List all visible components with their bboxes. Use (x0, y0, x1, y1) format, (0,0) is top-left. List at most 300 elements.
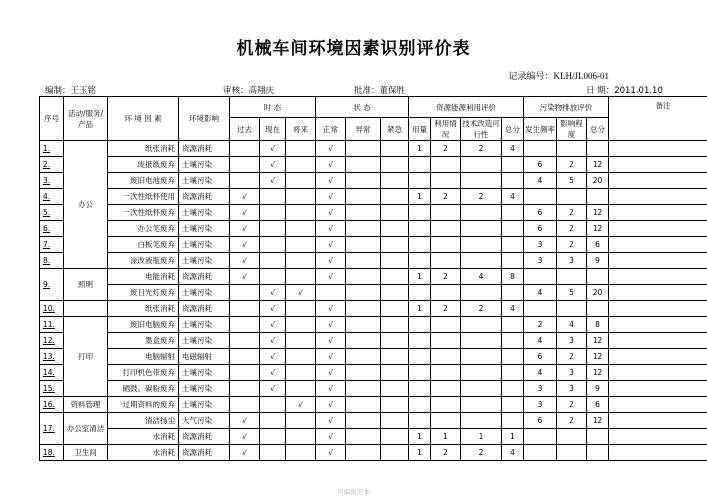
table-row (40, 445, 707, 461)
page-title: 机械车间环境因素识别评价表 (236, 39, 471, 59)
row-tense-now: √ (260, 381, 286, 397)
row-res-total (502, 349, 524, 365)
row-impact: 大气污染 (179, 413, 230, 429)
row-tense-now: √ (260, 333, 286, 349)
row-res-total (502, 365, 524, 381)
row-res-usage: 2 (431, 189, 461, 205)
row-pol-freq (524, 269, 557, 285)
row-pol-freq: 4 (524, 365, 557, 381)
row-res-usage (431, 365, 461, 381)
row-pol-degree (557, 269, 587, 285)
row-pol-total (587, 429, 609, 445)
row-state-abnormal (346, 397, 381, 413)
row-state-abnormal (346, 349, 381, 365)
row-pol-freq: 6 (524, 157, 557, 173)
row-tense-future (286, 173, 316, 189)
row-factor: 电脑辐射 (108, 349, 179, 365)
row-tense-future: √ (286, 285, 316, 301)
row-res-amount (409, 317, 431, 333)
row-tense-past: √ (230, 269, 260, 285)
row-res-tech: 2 (461, 301, 502, 317)
row-tense-now: √ (260, 365, 286, 381)
table-row (40, 269, 707, 285)
row-tense-now: √ (260, 285, 286, 301)
row-seq: 18. (40, 445, 64, 461)
row-state-abnormal (346, 157, 381, 173)
row-res-total (502, 205, 524, 221)
row-state-emergency (381, 237, 409, 253)
row-tense-now: √ (260, 141, 286, 157)
row-remark (609, 349, 707, 365)
row-seq: 10. (40, 301, 64, 317)
row-impact: 资源消耗 (179, 301, 230, 317)
row-pol-freq (524, 141, 557, 157)
row-remark (609, 221, 707, 237)
row-pol-degree: 4 (557, 317, 587, 333)
row-state-emergency (381, 445, 409, 461)
table-row (40, 429, 707, 445)
row-tense-future (286, 205, 316, 221)
row-impact: 土壤污染 (179, 333, 230, 349)
row-tense-past (230, 173, 260, 189)
row-res-tech: 2 (461, 141, 502, 157)
row-pol-freq: 4 (524, 173, 557, 189)
row-seq: 8. (40, 253, 64, 269)
row-tense-now (260, 429, 286, 445)
row-res-usage: 2 (431, 141, 461, 157)
row-factor: 废日光灯废弃 (108, 285, 179, 301)
row-state-normal: √ (316, 317, 346, 333)
row-res-tech (461, 285, 502, 301)
row-res-total (502, 173, 524, 189)
header-state-normal: 正常 (316, 118, 346, 141)
row-pol-total: 12 (587, 333, 609, 349)
row-seq: 17. (40, 413, 64, 445)
row-tense-future (286, 413, 316, 429)
row-pol-freq (524, 189, 557, 205)
row-res-total: 4 (502, 189, 524, 205)
table-row (40, 237, 707, 253)
row-tense-past: √ (230, 429, 260, 445)
row-tense-future (286, 253, 316, 269)
row-state-emergency (381, 365, 409, 381)
row-tense-now (260, 237, 286, 253)
row-tense-past (230, 397, 260, 413)
header-state: 状 态 (316, 97, 409, 118)
row-state-abnormal (346, 429, 381, 445)
row-pol-freq (524, 301, 557, 317)
row-res-total (502, 221, 524, 237)
row-res-amount (409, 349, 431, 365)
row-seq: 13. (40, 349, 64, 365)
prepared-by: 编制：王玉铭 (45, 86, 97, 96)
header-state-abnormal: 异常 (346, 118, 381, 141)
row-remark (609, 365, 707, 381)
row-res-amount: 1 (409, 429, 431, 445)
row-res-usage: 2 (431, 445, 461, 461)
table-row (40, 397, 707, 413)
row-tense-future (286, 365, 316, 381)
row-state-abnormal (346, 285, 381, 301)
row-pol-degree: 2 (557, 221, 587, 237)
row-state-normal: √ (316, 349, 346, 365)
row-pol-degree: 2 (557, 397, 587, 413)
row-res-amount (409, 253, 431, 269)
row-impact: 土壤污染 (179, 397, 230, 413)
row-state-emergency (381, 349, 409, 365)
row-tense-past (230, 285, 260, 301)
row-factor: 清洁扬尘 (108, 413, 179, 429)
row-impact: 土壤污染 (179, 237, 230, 253)
row-pol-total: 20 (587, 173, 609, 189)
row-res-tech (461, 365, 502, 381)
row-pol-total (587, 301, 609, 317)
row-tense-past: √ (230, 253, 260, 269)
row-pol-degree (557, 189, 587, 205)
row-pol-total: 8 (587, 317, 609, 333)
row-remark (609, 189, 707, 205)
row-tense-future (286, 333, 316, 349)
row-factor: 废报纸废弃 (108, 157, 179, 173)
row-impact: 土壤污染 (179, 365, 230, 381)
row-factor: 过期资料的废弃 (108, 397, 179, 413)
row-remark (609, 285, 707, 301)
row-state-abnormal (346, 141, 381, 157)
row-res-tech (461, 333, 502, 349)
row-state-emergency (381, 221, 409, 237)
row-pol-freq: 2 (524, 317, 557, 333)
row-factor: 墨盒废弃 (108, 333, 179, 349)
row-res-usage (431, 317, 461, 333)
row-state-emergency (381, 333, 409, 349)
row-remark (609, 157, 707, 173)
row-res-amount: 1 (409, 445, 431, 461)
row-tense-now (260, 445, 286, 461)
row-activity: 卫生间 (64, 445, 108, 461)
row-pol-freq: 3 (524, 237, 557, 253)
row-pol-degree: 2 (557, 349, 587, 365)
row-factor: 打印机色带废弃 (108, 365, 179, 381)
row-state-normal: √ (316, 221, 346, 237)
row-pol-degree: 2 (557, 413, 587, 429)
row-pol-freq: 6 (524, 413, 557, 429)
table-row (40, 285, 707, 301)
row-state-normal: √ (316, 445, 346, 461)
row-tense-now: √ (260, 301, 286, 317)
row-factor: 硒鼓、碳粉废弃 (108, 381, 179, 397)
row-remark (609, 253, 707, 269)
row-pol-freq: 3 (524, 381, 557, 397)
row-state-abnormal (346, 237, 381, 253)
row-state-emergency (381, 413, 409, 429)
row-tense-future (286, 157, 316, 173)
header-activity: 活动/服务/产品 (64, 97, 108, 141)
row-tense-past (230, 157, 260, 173)
row-impact: 土壤污染 (179, 157, 230, 173)
row-remark (609, 429, 707, 445)
row-tense-past: √ (230, 237, 260, 253)
row-pol-total (587, 269, 609, 285)
row-impact: 资源消耗 (179, 189, 230, 205)
evaluation-table (39, 96, 707, 461)
row-pol-total: 12 (587, 157, 609, 173)
table-row (40, 221, 707, 237)
table-body (40, 141, 707, 461)
row-res-usage (431, 173, 461, 189)
row-pol-freq (524, 429, 557, 445)
row-state-abnormal (346, 413, 381, 429)
row-remark (609, 317, 707, 333)
row-res-total (502, 253, 524, 269)
row-res-usage: 2 (431, 301, 461, 317)
row-res-amount: 1 (409, 189, 431, 205)
row-pol-total (587, 189, 609, 205)
row-pol-degree (557, 429, 587, 445)
row-remark (609, 237, 707, 253)
row-res-total (502, 397, 524, 413)
row-res-amount (409, 237, 431, 253)
row-state-emergency (381, 397, 409, 413)
row-tense-future (286, 269, 316, 285)
row-activity (64, 301, 108, 317)
row-pol-total: 20 (587, 285, 609, 301)
row-seq: 1. (40, 141, 64, 157)
row-res-usage (431, 205, 461, 221)
row-impact: 电磁辐射 (179, 349, 230, 365)
row-tense-past (230, 349, 260, 365)
row-res-tech: 2 (461, 189, 502, 205)
row-res-amount: 1 (409, 141, 431, 157)
row-tense-now (260, 413, 286, 429)
row-pol-degree: 3 (557, 333, 587, 349)
table-row (40, 205, 707, 221)
row-pol-total: 9 (587, 253, 609, 269)
row-pol-freq: 6 (524, 205, 557, 221)
row-res-tech: 4 (461, 269, 502, 285)
row-state-emergency (381, 173, 409, 189)
row-pol-degree (557, 445, 587, 461)
row-res-total (502, 333, 524, 349)
row-activity: 办公 (64, 141, 108, 269)
header-pol-freq: 发生频率 (524, 118, 557, 141)
row-pol-total: 9 (587, 381, 609, 397)
row-tense-past: √ (230, 413, 260, 429)
row-res-tech (461, 253, 502, 269)
row-state-normal: √ (316, 365, 346, 381)
row-state-normal: √ (316, 253, 346, 269)
table-row (40, 157, 707, 173)
row-res-usage: 2 (431, 269, 461, 285)
row-res-total (502, 413, 524, 429)
header-pol-total: 总分 (587, 118, 609, 141)
row-res-usage (431, 349, 461, 365)
row-res-total: 1 (502, 429, 524, 445)
table-row (40, 333, 707, 349)
row-factor: 一次性纸杯使用 (108, 189, 179, 205)
row-tense-future (286, 237, 316, 253)
row-state-emergency (381, 429, 409, 445)
row-state-emergency (381, 301, 409, 317)
row-pol-total (587, 445, 609, 461)
row-state-normal: √ (316, 189, 346, 205)
row-state-abnormal (346, 205, 381, 221)
reviewed-by: 审核：高翔庆 (223, 86, 275, 96)
row-tense-future (286, 317, 316, 333)
header-res-tech: 技术改造可行性 (462, 119, 500, 139)
table-row (40, 365, 707, 381)
row-pol-total: 6 (587, 237, 609, 253)
row-pol-total: 6 (587, 397, 609, 413)
row-seq: 2. (40, 157, 64, 173)
row-res-total (502, 317, 524, 333)
row-state-emergency (381, 157, 409, 173)
row-tense-future: √ (286, 397, 316, 413)
row-impact: 土壤污染 (179, 173, 230, 189)
row-impact: 土壤污染 (179, 381, 230, 397)
row-state-normal: √ (316, 173, 346, 189)
row-state-emergency (381, 285, 409, 301)
row-res-total: 4 (502, 445, 524, 461)
row-pol-freq: 3 (524, 253, 557, 269)
row-state-abnormal (346, 269, 381, 285)
row-res-total (502, 381, 524, 397)
row-tense-future (286, 349, 316, 365)
row-state-abnormal (346, 189, 381, 205)
row-res-usage: 1 (431, 429, 461, 445)
record-number: 记录编号：KLH/JL006-01 (508, 71, 609, 81)
row-state-emergency (381, 381, 409, 397)
row-tense-future (286, 445, 316, 461)
row-res-usage (431, 237, 461, 253)
row-factor: 一次性纸杯废弃 (108, 205, 179, 221)
row-pol-degree: 5 (557, 173, 587, 189)
row-impact: 土壤污染 (179, 221, 230, 237)
header-res-amount: 用量 (409, 118, 431, 141)
row-seq: 11. (40, 317, 64, 333)
row-seq: 12. (40, 333, 64, 349)
row-pol-degree: 3 (557, 365, 587, 381)
row-remark (609, 445, 707, 461)
table-header (40, 97, 707, 141)
row-state-normal (316, 285, 346, 301)
row-factor: 涂改液瓶废弃 (108, 253, 179, 269)
row-impact: 土壤污染 (179, 285, 230, 301)
row-tense-past (230, 333, 260, 349)
row-state-normal: √ (316, 397, 346, 413)
row-tense-now (260, 253, 286, 269)
row-state-normal: √ (316, 237, 346, 253)
row-seq: 6. (40, 221, 64, 237)
row-factor: 废旧电脑废弃 (108, 317, 179, 333)
row-res-tech (461, 205, 502, 221)
row-state-emergency (381, 269, 409, 285)
row-state-abnormal (346, 333, 381, 349)
row-factor: 纸张消耗 (108, 141, 179, 157)
table-row (40, 141, 707, 157)
row-state-normal: √ (316, 205, 346, 221)
row-res-amount (409, 205, 431, 221)
row-seq: 15. (40, 381, 64, 397)
row-remark (609, 333, 707, 349)
row-state-normal: √ (316, 381, 346, 397)
row-state-normal: √ (316, 141, 346, 157)
row-remark (609, 413, 707, 429)
table-row (40, 173, 707, 189)
row-impact: 资源消耗 (179, 269, 230, 285)
row-state-emergency (381, 317, 409, 333)
row-res-amount (409, 157, 431, 173)
table-row (40, 189, 707, 205)
row-res-tech (461, 221, 502, 237)
row-factor: 纸张消耗 (108, 301, 179, 317)
row-res-total (502, 157, 524, 173)
row-tense-past (230, 301, 260, 317)
row-state-normal: √ (316, 333, 346, 349)
row-state-normal: √ (316, 301, 346, 317)
row-pol-degree: 2 (557, 157, 587, 173)
row-pol-freq: 4 (524, 333, 557, 349)
row-state-abnormal (346, 381, 381, 397)
row-state-normal: √ (316, 157, 346, 173)
row-factor: 水消耗 (108, 429, 179, 445)
footer-watermark: 可编辑范本 (337, 488, 370, 496)
row-res-tech (461, 173, 502, 189)
row-tense-future (286, 381, 316, 397)
row-res-total: 4 (502, 141, 524, 157)
row-state-emergency (381, 189, 409, 205)
row-pol-degree: 2 (557, 237, 587, 253)
record-date: 日 期：2011.01.10 (586, 86, 663, 96)
row-tense-now (260, 269, 286, 285)
row-tense-now (260, 221, 286, 237)
row-seq: 14. (40, 365, 64, 381)
row-pol-degree (557, 301, 587, 317)
row-tense-now: √ (260, 317, 286, 333)
row-res-total (502, 237, 524, 253)
row-impact: 资源消耗 (179, 429, 230, 445)
row-res-usage (431, 397, 461, 413)
row-res-amount (409, 365, 431, 381)
row-res-usage (431, 381, 461, 397)
row-res-usage (431, 285, 461, 301)
row-res-amount: 1 (409, 269, 431, 285)
row-res-tech (461, 157, 502, 173)
row-factor: 电能消耗 (108, 269, 179, 285)
row-factor: 办公笔废弃 (108, 221, 179, 237)
row-res-usage (431, 333, 461, 349)
row-pol-degree: 3 (557, 381, 587, 397)
row-remark (609, 397, 707, 413)
row-remark (609, 269, 707, 285)
row-tense-now (260, 205, 286, 221)
row-impact: 资源消耗 (179, 445, 230, 461)
row-tense-now (260, 189, 286, 205)
table-row (40, 413, 707, 429)
row-tense-future (286, 429, 316, 445)
row-tense-future (286, 301, 316, 317)
row-impact: 土壤污染 (179, 205, 230, 221)
row-pol-degree: 3 (557, 253, 587, 269)
row-state-normal: √ (316, 429, 346, 445)
row-state-abnormal (346, 301, 381, 317)
row-tense-now: √ (260, 157, 286, 173)
row-tense-future (286, 189, 316, 205)
row-seq: 3. (40, 173, 64, 189)
row-res-usage (431, 221, 461, 237)
table-row (40, 253, 707, 269)
row-pol-freq: 6 (524, 221, 557, 237)
row-tense-past (230, 381, 260, 397)
